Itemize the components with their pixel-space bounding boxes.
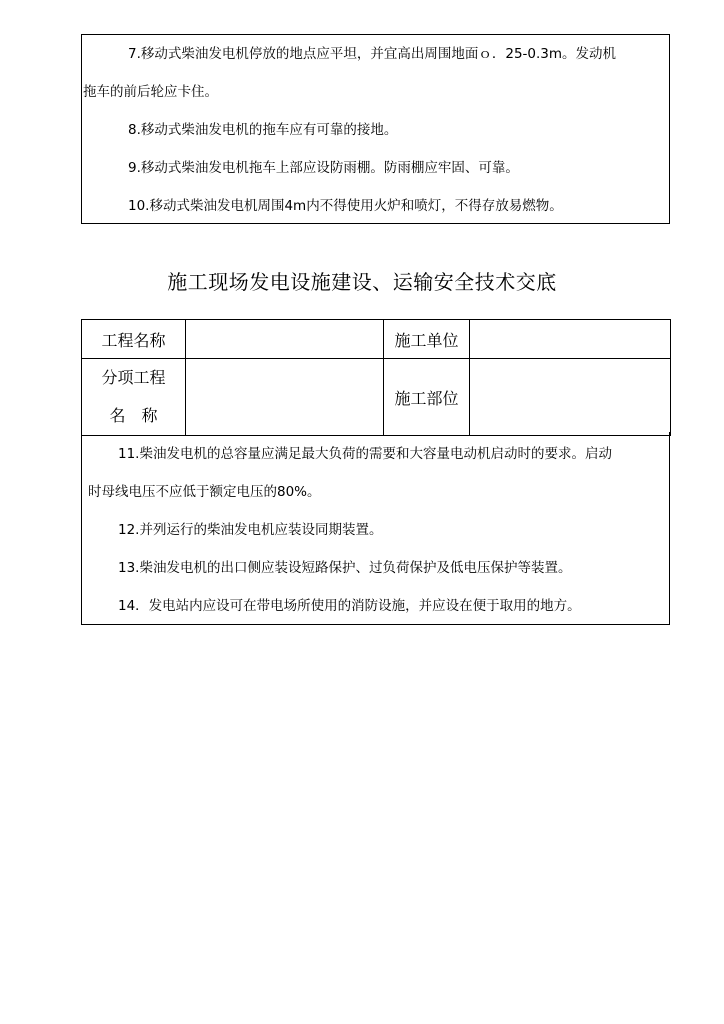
construction-part-label: 施工部位 <box>384 359 470 436</box>
project-name-label: 工程名称 <box>82 320 186 359</box>
content-section-box <box>81 432 670 625</box>
item-13: 13.柴油发电机的出口侧应装设短路保护、过负荷保护及低电压保护等装置。 <box>118 560 572 576</box>
item-9: 9.移动式柴油发电机拖车上部应设防雨棚。防雨棚应牢固、可靠。 <box>128 160 519 176</box>
item-10: 10.移动式柴油发电机周围4m内不得使用火炉和喷灯，不得存放易燃物。 <box>128 198 563 214</box>
sub-project-label-line2: 名 称 <box>109 406 158 425</box>
document-title: 施工现场发电设施建设、运输安全技术交底 <box>167 270 557 294</box>
info-row-project <box>82 320 671 359</box>
sub-project-value <box>186 359 384 436</box>
item-11-line2: 时母线电压不应低于额定电压的80%。 <box>88 484 321 500</box>
info-row-subproject <box>82 359 671 436</box>
construction-unit-value <box>470 320 671 359</box>
construction-unit-label: 施工单位 <box>384 320 470 359</box>
construction-part-value <box>470 359 671 436</box>
project-name-value <box>186 320 384 359</box>
item-7-line1: 7.移动式柴油发电机停放的地点应平坦，并宜高出周围地面ｏ．25-0.3m。发动机 <box>128 46 617 62</box>
sub-project-label-line1: 分项工程 <box>101 368 166 387</box>
item-7-line2: 拖车的前后轮应卡住。 <box>83 84 218 100</box>
sub-project-label <box>82 359 186 436</box>
item-12: 12.并列运行的柴油发电机应装设同期装置。 <box>118 522 383 538</box>
item-14: 14．发电站内应设可在带电场所使用的消防设施，并应设在便于取用的地方。 <box>118 598 581 614</box>
item-8: 8.移动式柴油发电机的拖车应有可靠的接地。 <box>128 122 398 138</box>
item-11-line1: 11.柴油发电机的总容量应满足最大负荷的需要和大容量电动机启动时的要求。启动 <box>118 446 612 462</box>
previous-section-box <box>81 34 670 224</box>
info-table <box>81 319 671 436</box>
